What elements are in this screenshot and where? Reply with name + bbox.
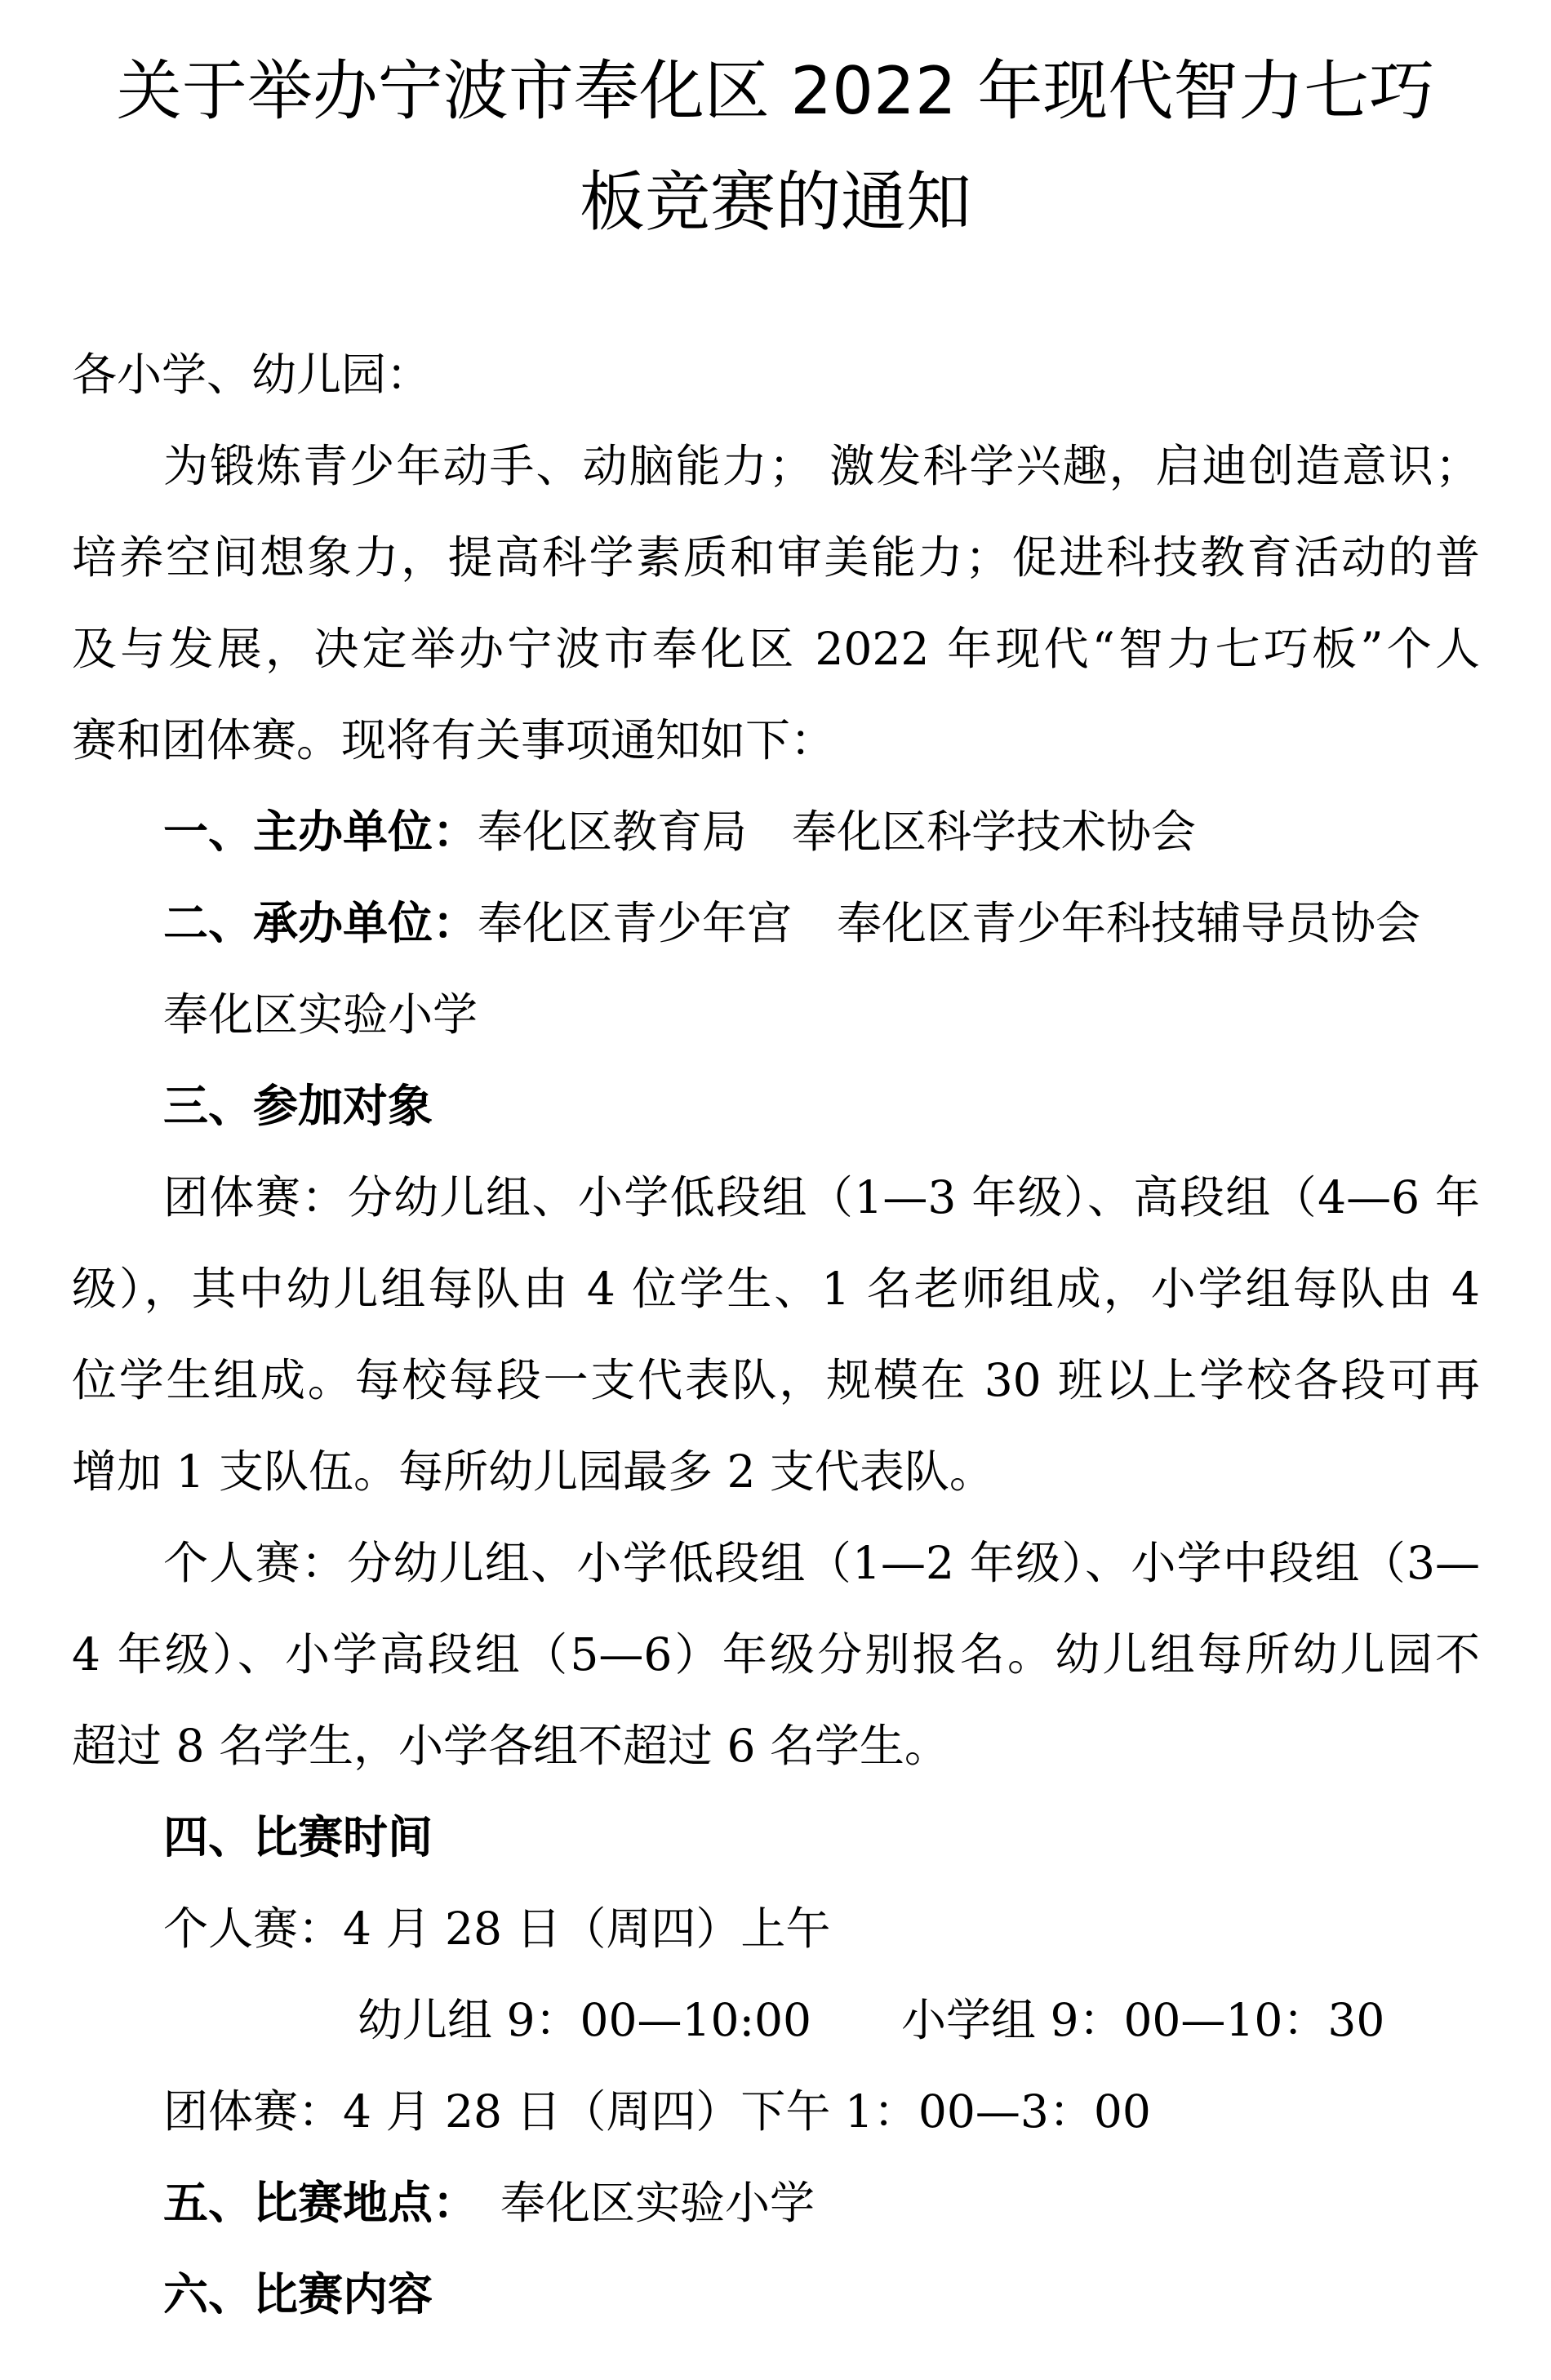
section-host [163,897,1421,949]
intro-line-2: 培养空间想象力，提高科学素质和审美能力；促进科技教育活动的普 [72,531,1480,584]
section-host-continued: 奉化区实验小学 [163,988,478,1041]
individual-rules-line-1: 个人赛：分幼儿组、小学低段组（1—2 年级）、小学中段组（3— [163,1537,1480,1589]
group-times: 幼儿组 9：00—10:00 小学组 9：00—10：30 [358,1994,1385,2046]
individual-rules-line-3: 超过 8 名学生，小学各组不超过 6 名学生。 [72,1720,949,1772]
team-rules-line-4: 增加 1 支队伍。每所幼儿园最多 2 支代表队。 [72,1445,994,1498]
section-participants-heading: 三、参加对象 [163,1080,433,1132]
individual-time: 个人赛：4 月 28 日（周四）上午 [163,1903,831,1955]
section-heading: 二、承办单位： [163,897,478,949]
document-title-line-1: 关于举办宁波市奉化区 2022 年现代智力七巧 [116,53,1435,129]
section-content-heading: 六、比赛内容 [163,2268,433,2320]
intro-line-1: 为锻炼青少年动手、动脑能力； 激发科学兴趣，启迪创造意识； [163,440,1480,492]
section-organizer [163,806,1197,858]
document-title-line-2: 板竞赛的通知 [580,164,971,240]
salutation: 各小学、幼儿园： [72,349,432,401]
section-venue [163,2177,815,2229]
section-heading: 一、主办单位： [163,806,478,858]
intro-line-3: 及与发展，决定举办宁波市奉化区 2022 年现代“智力七巧板”个人 [72,623,1480,675]
team-rules-line-3: 位学生组成。每校每段一支代表队，规模在 30 班以上学校各段可再 [72,1354,1480,1406]
intro-line-4: 赛和团体赛。现将有关事项通知如下： [72,714,836,766]
section-text: 奉化区教育局 奉化区科学技术协会 [478,806,1197,858]
section-text: 奉化区青少年宫 奉化区青少年科技辅导员协会 [478,897,1421,949]
individual-rules-line-2: 4 年级）、小学高段组（5—6）年级分别报名。幼儿组每所幼儿园不 [72,1628,1480,1681]
team-rules-line-2: 级），其中幼儿组每队由 4 位学生、1 名老师组成，小学组每队由 4 [72,1263,1480,1315]
section-text: 奉化区实验小学 [500,2177,815,2229]
team-rules-line-1: 团体赛：分幼儿组、小学低段组（1—3 年级）、高段组（4—6 年 [163,1171,1480,1223]
section-heading: 五、比赛地点： [163,2177,478,2229]
section-time-heading: 四、比赛时间 [163,1811,433,1863]
team-time: 团体赛：4 月 28 日（周四）下午 1：00—3：00 [163,2085,1151,2138]
